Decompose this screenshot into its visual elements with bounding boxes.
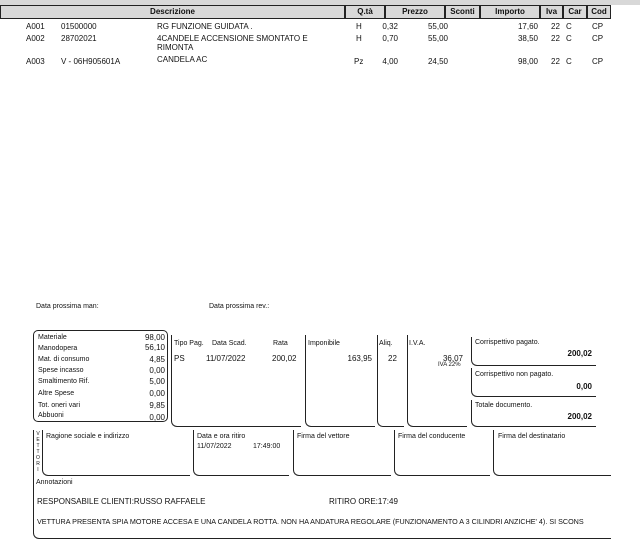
col-header-iva: Iva [540, 5, 563, 19]
pickup-time: 17:49:00 [253, 443, 281, 450]
cost-label-oneri: Tot. oneri vari [38, 402, 81, 409]
row1-price: 55,00 [427, 22, 448, 31]
unpaid-value: 0,00 [576, 382, 592, 391]
row1-amount: 17,60 [517, 22, 538, 31]
row1-description: RG FUNZIONE GUIDATA . [157, 22, 253, 31]
payment-box [171, 335, 301, 427]
row3-description: CANDELA AC [157, 55, 208, 64]
row2-price: 55,00 [427, 34, 448, 43]
carrier-signature-label: Firma del vettore [297, 433, 350, 440]
row2-code: A002 [26, 34, 45, 43]
carrier-name-label: Ragione sociale e indirizzo [46, 433, 130, 440]
cost-value-abbuoni: 0,00 [149, 413, 165, 422]
col-header-sconti: Sconti [445, 5, 480, 19]
cost-label-altre-spese: Altre Spese [38, 390, 75, 397]
row1-iva: 22 [551, 22, 560, 31]
pickup-date: 11/07/2022 [197, 443, 232, 450]
cost-label-materiale: Materiale [38, 334, 67, 341]
total-label: Totale documento. [475, 402, 533, 409]
cost-value-materiale: 98,00 [144, 333, 165, 342]
unpaid-label: Corrispettivo non pagato. [475, 371, 554, 378]
row3-code: A003 [26, 57, 45, 66]
cost-label-abbuoni: Abbuoni [38, 412, 64, 419]
vat-note: IVA 22% [438, 362, 461, 368]
annotations-box [33, 479, 611, 539]
row1-cod: CP [592, 22, 604, 31]
recipient-signature-label: Firma del destinatario [498, 433, 566, 440]
col-header-importo: Importo [480, 5, 540, 19]
col-header-car: Car [563, 5, 587, 19]
pickup-label: Data e ora ritiro [197, 433, 246, 440]
row2-amount: 38,50 [517, 34, 538, 43]
row2-qty: 0,70 [382, 34, 398, 43]
taxable-value: 163,95 [347, 354, 372, 363]
cost-value-consumo: 4,85 [149, 355, 165, 364]
row2-description-cont: RIMONTA [157, 43, 194, 52]
next-revision-label: Data prossima rev.: [209, 303, 270, 310]
row3-amount: 98,00 [517, 57, 538, 66]
cost-value-altre-spese: 0,00 [149, 389, 165, 398]
cost-label-smaltimento: Smaltimento Rif. [38, 378, 90, 385]
row3-qty: 4,00 [382, 57, 398, 66]
cost-value-smaltimento: 5,00 [149, 377, 165, 386]
next-maintenance-label: Data prossima man: [36, 303, 99, 310]
carrier-left-border [33, 430, 34, 482]
payment-type-value: PS [174, 354, 185, 363]
rate-box [377, 335, 404, 427]
payment-rate-value: 200,02 [272, 354, 297, 363]
row3-price: 24,50 [427, 57, 448, 66]
paid-value: 200,02 [567, 349, 592, 358]
paid-label: Corrispettivo pagato. [475, 339, 540, 346]
cost-label-manodopera: Manodopera [38, 345, 78, 352]
row1-unit: H [356, 22, 362, 31]
cost-value-incasso: 0,00 [149, 366, 165, 375]
row2-cod: CP [592, 34, 604, 43]
vat-rate-value: 22 [388, 354, 397, 363]
cost-label-consumo: Mat. di consumo [38, 356, 90, 363]
vat-box [407, 335, 467, 427]
invoice-page [0, 5, 640, 551]
payment-due-value: 11/07/2022 [206, 354, 246, 363]
vat-rate-label: Aliq. [379, 340, 393, 347]
cost-value-manodopera: 56,10 [144, 343, 165, 352]
notes-text: VETTURA PRESENTA SPIA MOTORE ACCESA E UNA CANDELA ROTTA. NON HA ANDATURA REGOLARE (FUNZIONAMENTO A 3 CILINDRI ANZICHE' 4). SI SCONS [37, 517, 584, 526]
row1-article: 01500000 [61, 22, 97, 31]
row1-code: A001 [26, 22, 45, 31]
row2-unit: H [356, 34, 362, 43]
driver-signature-label: Firma del conducente [398, 433, 466, 440]
payment-due-label: Data Scad. [212, 340, 247, 347]
cost-value-oneri: 9,85 [149, 401, 165, 410]
row2-article: 28702021 [61, 34, 97, 43]
col-header-descrizione: Descrizione [0, 5, 345, 19]
vat-label: I.V.A. [409, 340, 426, 347]
taxable-label: Imponibile [308, 340, 340, 347]
row3-iva: 22 [551, 57, 560, 66]
row3-unit: Pz [354, 57, 364, 66]
row1-qty: 0,32 [382, 22, 398, 31]
pickup-time-line: RITIRO ORE:17:49 [329, 497, 398, 506]
row3-car: C [566, 57, 572, 66]
payment-rate-label: Rata [273, 340, 288, 347]
annotations-label: Annotazioni [36, 479, 73, 486]
col-header-cod: Cod [587, 5, 611, 19]
row1-car: C [566, 22, 572, 31]
row2-description: 4CANDELE ACCENSIONE SMONTATO E [157, 34, 308, 43]
col-header-qta: Q.tà [345, 5, 385, 19]
taxable-box [305, 335, 375, 427]
row3-cod: CP [592, 57, 604, 66]
row3-article: V - 06H905601A [61, 57, 121, 66]
row2-car: C [566, 34, 572, 43]
vat-value: 36,07 [442, 354, 463, 363]
col-header-prezzo: Prezzo [385, 5, 445, 19]
cost-label-incasso: Spese incasso [38, 367, 84, 374]
row2-iva: 22 [551, 34, 560, 43]
payment-type-label: Tipo Pag. [174, 340, 204, 347]
total-value: 200,02 [567, 412, 592, 421]
responsible-line: RESPONSABILE CLIENTI:RUSSO RAFFAELE [37, 497, 206, 506]
carrier-vertical-label: V E T T O R I [36, 431, 40, 473]
